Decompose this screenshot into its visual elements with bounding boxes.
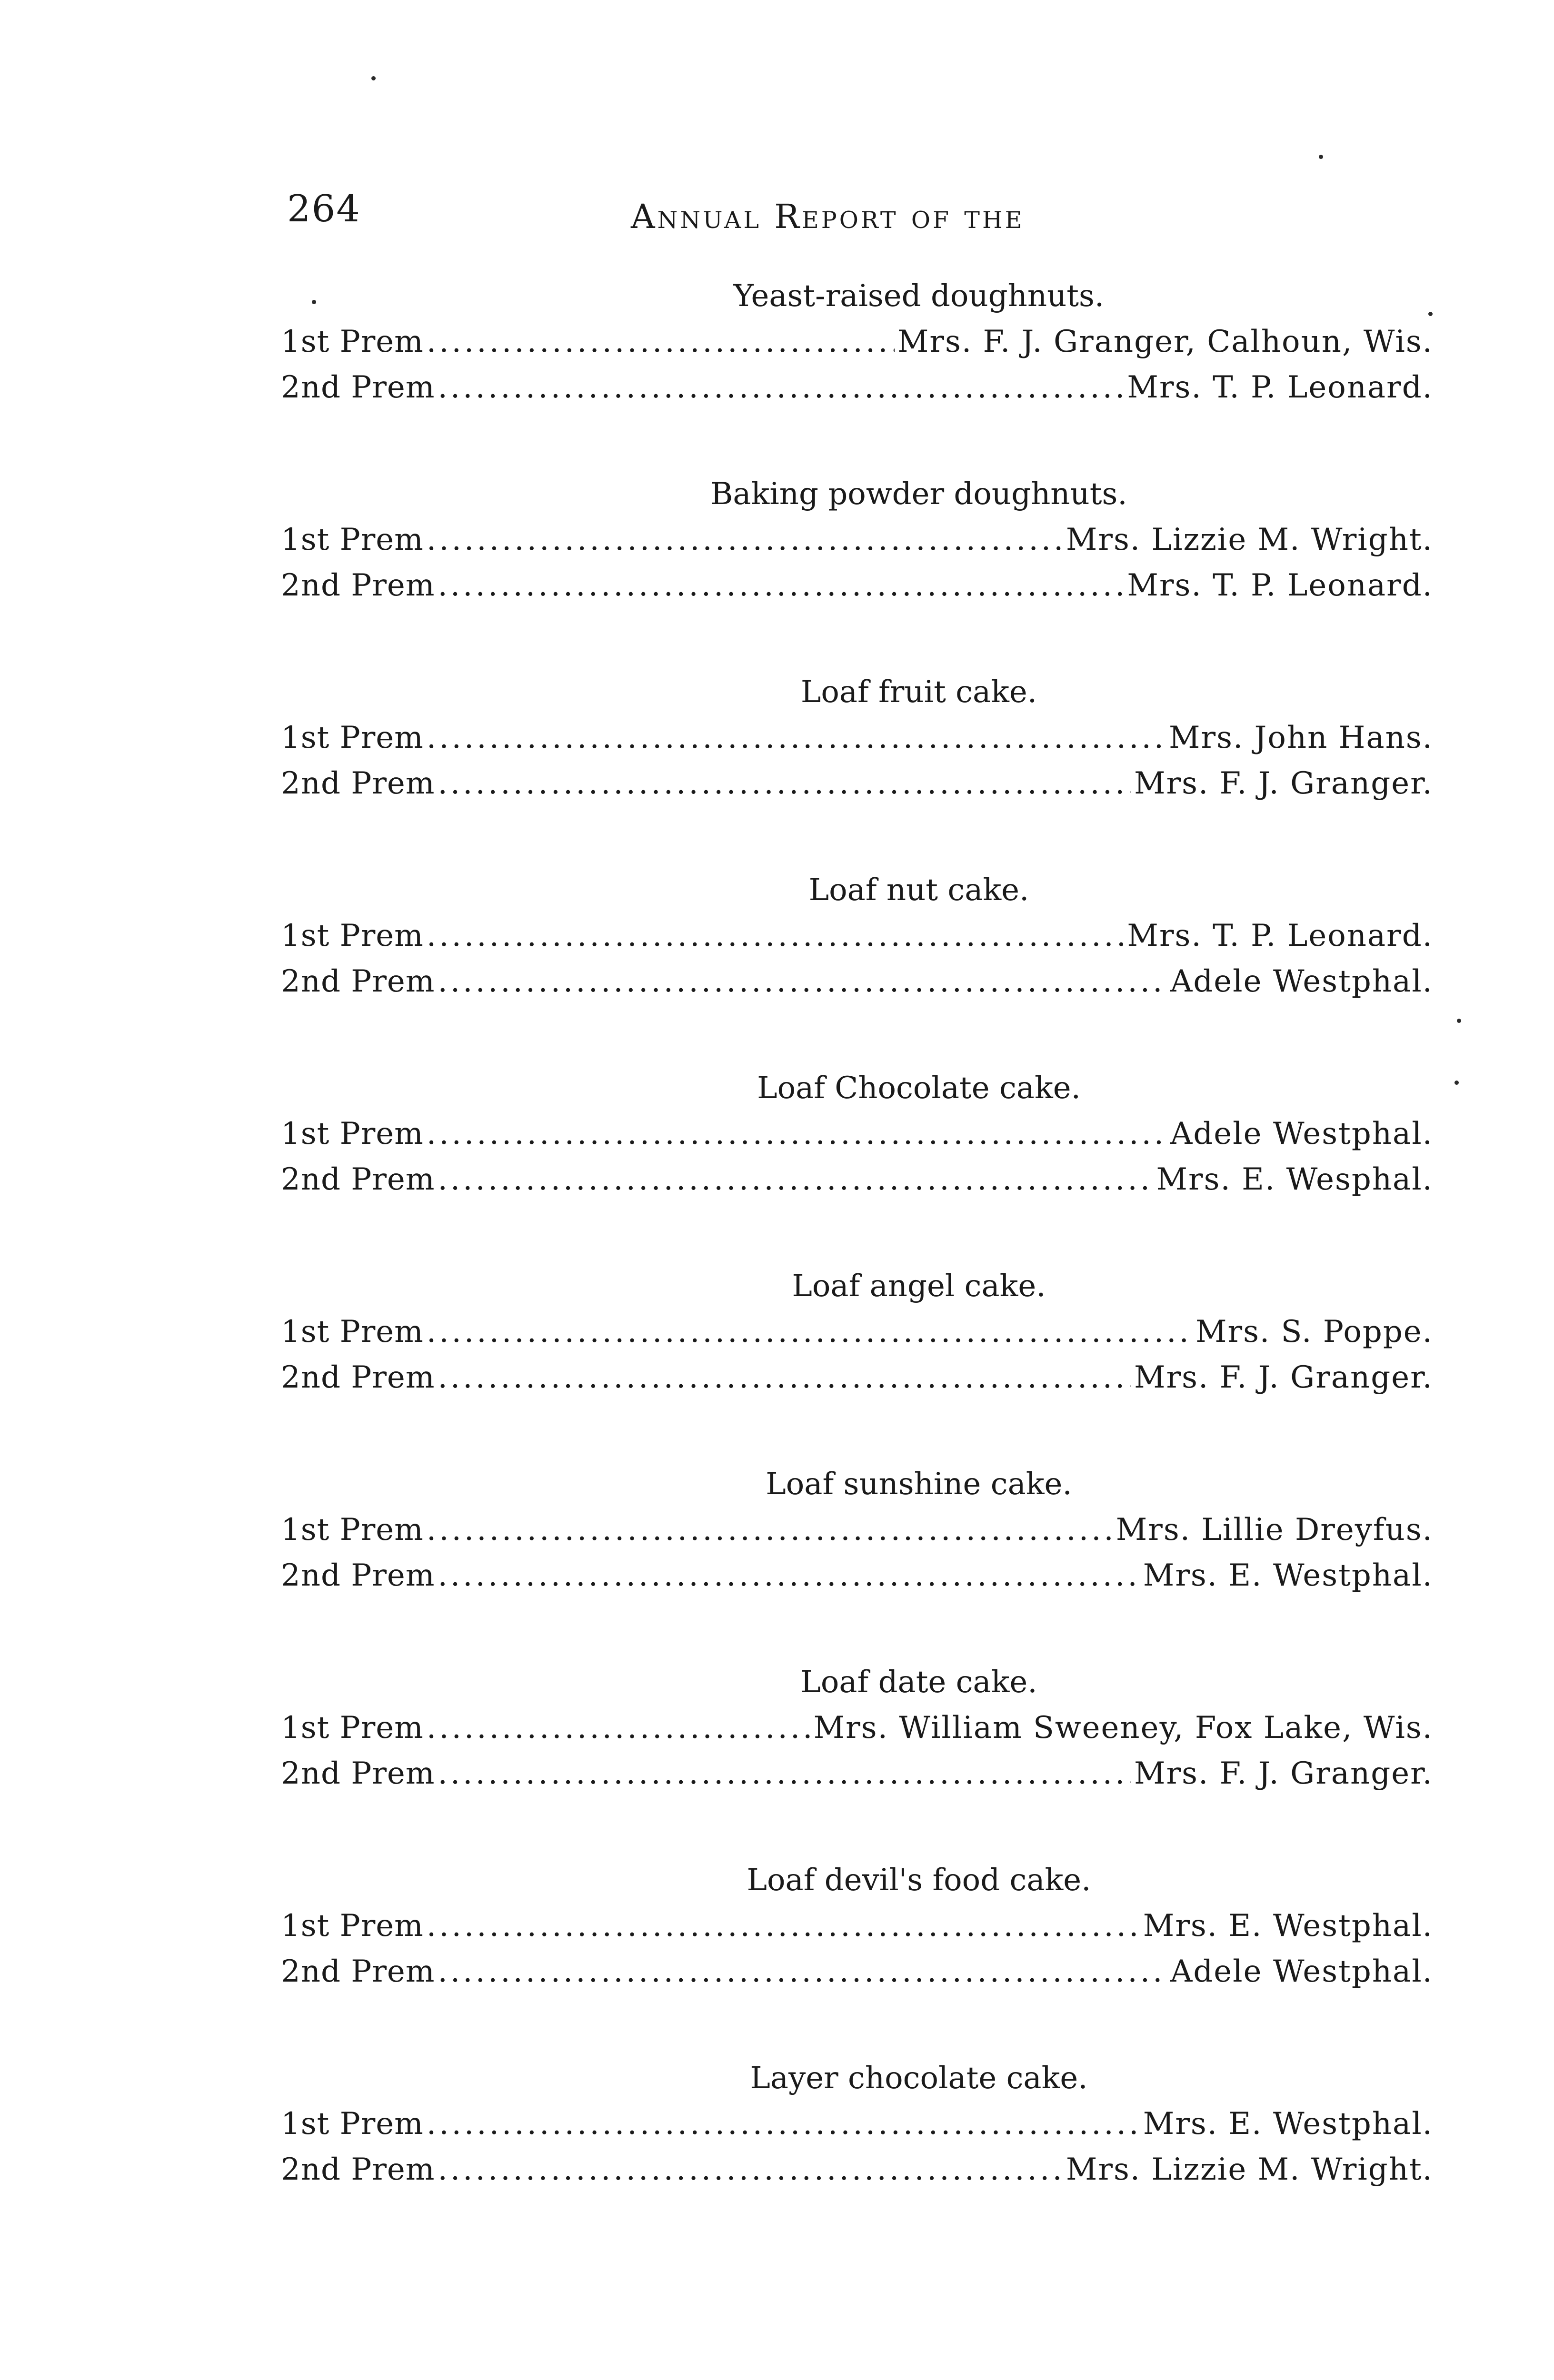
premium-entry-second: [281, 966, 1433, 1012]
dot-leader: [427, 1515, 1113, 1545]
section-title: Loaf nut cake.: [808, 873, 1029, 908]
premium-entry-second: [281, 1164, 1433, 1210]
premium-entry-first: [281, 324, 1433, 372]
dot-leader: [438, 372, 1124, 403]
scan-speck: [1457, 1019, 1461, 1023]
premium-winner: Mrs. S. Poppe.: [1195, 1314, 1433, 1349]
dot-leader: [427, 1911, 1140, 1941]
scan-speck: [1454, 1081, 1459, 1085]
premium-place: 2nd Prem: [281, 964, 435, 999]
premium-place: 2nd Prem: [281, 2152, 435, 2187]
dot-leader: [427, 1713, 811, 1743]
premium-winner: Mrs. F. J. Granger.: [1134, 1756, 1433, 1791]
premium-entry-first: [281, 2106, 1433, 2154]
premium-entry-first: [281, 918, 1433, 966]
premium-section: [281, 1667, 1433, 1804]
premium-section: [281, 1271, 1433, 1408]
premium-winner: Mrs. Lizzie M. Wright.: [1066, 2152, 1433, 2187]
dot-leader: [438, 768, 1131, 799]
premium-winner: Mrs. F. J. Granger.: [1134, 1360, 1433, 1395]
premium-place: 2nd Prem: [281, 568, 435, 603]
premium-section: [281, 1469, 1433, 1606]
dot-leader: [427, 1317, 1193, 1347]
premium-place: 1st Prem: [281, 522, 424, 557]
premium-winner: Mrs. T. P. Leonard.: [1127, 370, 1433, 405]
premium-winner: Mrs. E. Westphal.: [1143, 2106, 1433, 2142]
section-title: Loaf sunshine cake.: [766, 1467, 1072, 1502]
dot-leader: [427, 921, 1125, 951]
premium-entry-first: [281, 1710, 1433, 1758]
premium-entry-second: [281, 1362, 1433, 1408]
premium-section: [281, 875, 1433, 1012]
dot-leader: [427, 327, 895, 357]
premium-entry-second: [281, 1560, 1433, 1606]
premium-place: 1st Prem: [281, 324, 424, 359]
premium-winner: Adele Westphal.: [1170, 1116, 1433, 1151]
premium-section: [281, 1865, 1433, 2002]
dot-leader: [427, 525, 1063, 555]
premium-place: 1st Prem: [281, 1116, 424, 1151]
section-title: Loaf date cake.: [800, 1665, 1037, 1700]
premium-winner: Mrs. E. Wesphal.: [1156, 1162, 1433, 1197]
premium-winner: Mrs. T. P. Leonard.: [1127, 568, 1433, 603]
premium-place: 2nd Prem: [281, 766, 435, 801]
dot-leader: [438, 1164, 1153, 1195]
dot-leader: [438, 1956, 1167, 1987]
premium-section: [281, 1073, 1433, 1210]
premium-place: 1st Prem: [281, 1512, 424, 1547]
premium-entry-second: [281, 372, 1433, 418]
premium-entry-first: [281, 720, 1433, 768]
premium-place: 2nd Prem: [281, 1360, 435, 1395]
dot-leader: [438, 1758, 1131, 1789]
premium-winner: Mrs. Lizzie M. Wright.: [1066, 522, 1433, 557]
dot-leader: [438, 1362, 1131, 1393]
section-title: Baking powder doughnuts.: [710, 476, 1127, 512]
premium-place: 1st Prem: [281, 1710, 424, 1745]
premium-winner: Mrs. E. Westphal.: [1143, 1558, 1433, 1593]
premium-place: 1st Prem: [281, 1314, 424, 1349]
premium-place: 2nd Prem: [281, 1756, 435, 1791]
page-number: 264: [287, 188, 361, 230]
premium-place: 1st Prem: [281, 720, 424, 755]
section-title: Loaf Chocolate cake.: [757, 1071, 1081, 1106]
premium-place: 1st Prem: [281, 1908, 424, 1944]
premium-place: 1st Prem: [281, 918, 424, 953]
premium-entry-second: [281, 2154, 1433, 2200]
section-title: Yeast-raised doughnuts.: [733, 278, 1105, 314]
premium-entry-first: [281, 1512, 1433, 1560]
premium-winner: Mrs. Lillie Dreyfus.: [1116, 1512, 1433, 1547]
dot-leader: [427, 723, 1166, 753]
premium-entry-second: [281, 570, 1433, 616]
dot-leader: [438, 966, 1167, 997]
section-title: Loaf angel cake.: [792, 1269, 1046, 1304]
dot-leader: [438, 2154, 1063, 2185]
premium-entry-second: [281, 1758, 1433, 1804]
premium-entry-second: [281, 768, 1433, 814]
premium-winner: Mrs. T. P. Leonard.: [1127, 918, 1433, 953]
premium-section: [281, 674, 1433, 814]
premium-winner: Adele Westphal.: [1170, 1954, 1433, 1989]
dot-leader: [438, 1560, 1140, 1591]
premium-winner: Adele Westphal.: [1170, 964, 1433, 999]
premium-winner: Mrs. F. J. Granger.: [1134, 766, 1433, 801]
premium-winner: Mrs. E. Westphal.: [1143, 1908, 1433, 1944]
section-title: Loaf devil's food cake.: [747, 1863, 1091, 1898]
premium-winner: Mrs. William Sweeney, Fox Lake, Wis.: [813, 1710, 1433, 1745]
premium-entry-first: [281, 522, 1433, 570]
premium-winner: Mrs. John Hans.: [1169, 720, 1433, 755]
premium-entry-second: [281, 1956, 1433, 2002]
premium-section: [281, 2063, 1433, 2200]
section-title: Layer chocolate cake.: [750, 2061, 1088, 2096]
dot-leader: [427, 2109, 1140, 2139]
premium-winner: Mrs. F. J. Granger, Calhoun, Wis.: [897, 324, 1433, 359]
premium-place: 2nd Prem: [281, 1954, 435, 1989]
premium-place: 2nd Prem: [281, 370, 435, 405]
dot-leader: [438, 570, 1124, 601]
scan-speck: [1319, 155, 1323, 159]
premium-entry-first: [281, 1116, 1433, 1164]
premium-place: 2nd Prem: [281, 1558, 435, 1593]
running-head: Annual Report of the: [631, 197, 1025, 236]
premium-section: [281, 278, 1433, 418]
premium-entry-first: [281, 1908, 1433, 1956]
section-title: Loaf fruit cake.: [800, 674, 1037, 710]
premium-entry-first: [281, 1314, 1433, 1362]
premium-place: 2nd Prem: [281, 1162, 435, 1197]
scan-speck: [371, 76, 376, 80]
premium-section: [281, 476, 1433, 616]
dot-leader: [427, 1119, 1167, 1149]
premium-place: 1st Prem: [281, 2106, 424, 2142]
